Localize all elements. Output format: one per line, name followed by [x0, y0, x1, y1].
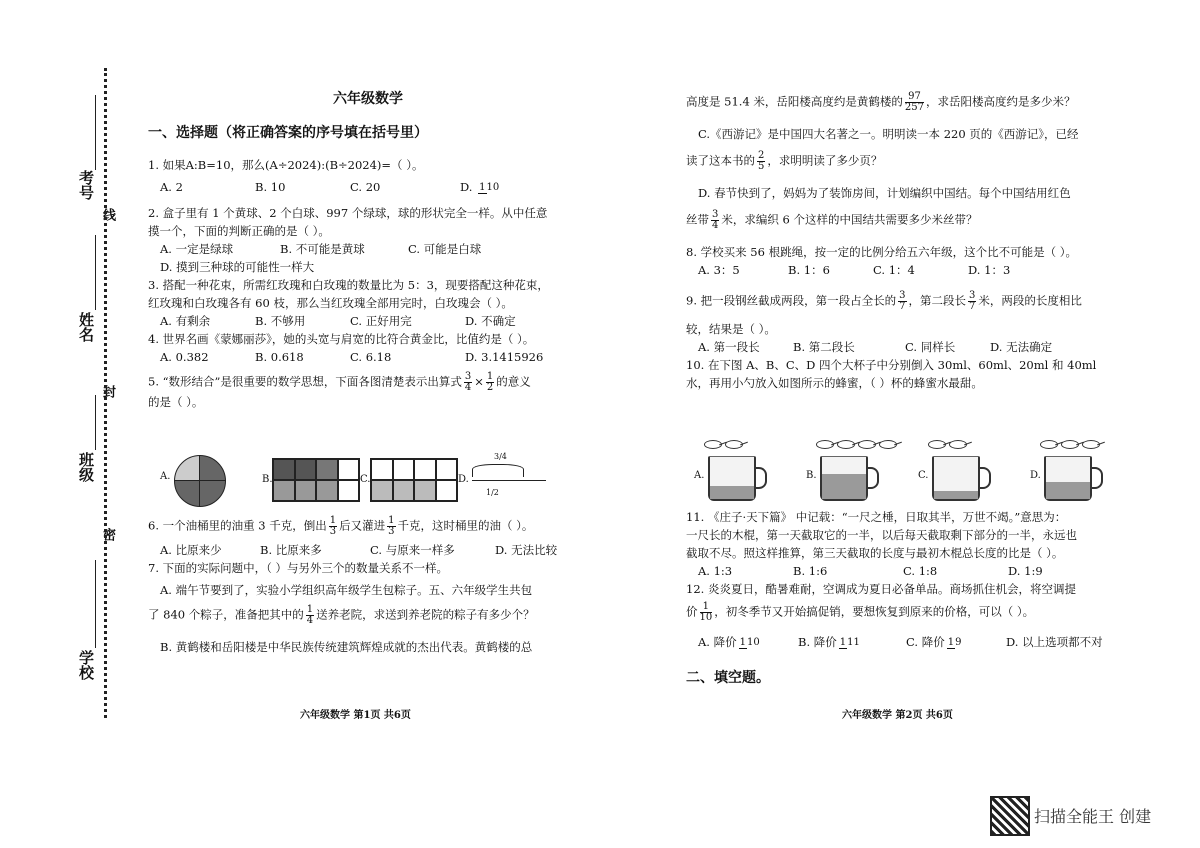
- question-2: 2. 盒子里有 1 个黄球、2 个白球、997 个绿球，球的形状完全一样。从中任意: [148, 206, 548, 220]
- fraction: $\frac{1}{4}$: [306, 604, 314, 626]
- fraction: $\frac{97}{257}$: [904, 91, 925, 113]
- option: B. 10: [255, 180, 286, 194]
- fraction: $\frac{1}{10}$: [699, 601, 713, 623]
- question-7-b-cont: 高度是 51.4 米，岳阳楼高度约是黄鹤楼的 $\frac{97}{257}$ ，求岳阳楼高度约是多少米？: [686, 91, 1076, 113]
- spoon-icon: [879, 440, 897, 449]
- water-level: [1046, 482, 1090, 499]
- secret-char: 密: [100, 528, 115, 541]
- water-level: [934, 491, 978, 499]
- question-8: 8. 学校买来 56 根跳绳，按一定的比例分给五六年级，这个比不可能是（ ）。: [686, 245, 1077, 259]
- spoons: [1040, 434, 1103, 453]
- option: A. 比原来少: [160, 543, 222, 557]
- cup-group: [1030, 428, 1130, 508]
- left-page-lower: [148, 516, 588, 656]
- option: A. 2: [160, 180, 183, 194]
- left-page-footer: 六年级数学 第1页 共6页: [300, 710, 411, 721]
- class-line: [95, 395, 96, 450]
- option: D. 不确定: [465, 314, 516, 328]
- question-6: 6. 一个油桶里的油重 3 千克，倒出 $\frac{1}{3}$ 后又灌进 $\frac{1}{3}$ 千克，这时桶里的油（ ）。: [148, 515, 534, 537]
- option: D. 无法比较: [495, 543, 558, 557]
- question-7: 7. 下面的实际问题中，（ ）与另外三个的数量关系不一样。: [148, 561, 449, 575]
- spoon-icon: [837, 440, 855, 449]
- option: B. 降价 111: [798, 635, 860, 649]
- question-7-a-line2: 了 840 个粽子，准备把其中的 $\frac{1}{4}$ 送养老院，求送到养老院的粽子有多少个？: [148, 604, 535, 626]
- question-1-options: [160, 178, 588, 196]
- question-9-line2: 较，结果是（ ）。: [686, 322, 776, 336]
- option: C. 与原来一样多: [370, 543, 455, 557]
- qr-code-icon: [990, 796, 1030, 836]
- option: C. 正好用完: [350, 314, 412, 328]
- question-7-c-line2: 读了这本书的 $\frac{2}{5}$ ，求明明读了多少页？: [686, 150, 883, 172]
- option: B. 1:6: [793, 564, 828, 578]
- question-10-line2: 水，再用小勺放入如图所示的蜂蜜，（ ）杯的蜂蜜水最甜。: [686, 376, 983, 390]
- question-3-line2: 红玫瑰和白玫瑰各有 60 枝，那么当红玫瑰全部用完时，白玫瑰会（ ）。: [148, 296, 513, 310]
- question-9-options: [698, 338, 1126, 356]
- section-choice-title: 一、选择题（将正确答案的序号填在括号里）: [148, 125, 428, 141]
- spoons: [704, 434, 746, 453]
- option: C. 1：4: [873, 263, 915, 277]
- fraction: $\frac{1}{2}$: [486, 371, 494, 393]
- question-7-a: A. 端午节要到了，实验小学组织高年级学生包粽子。五、六年级学生共包: [160, 583, 533, 597]
- option: D. 1：3: [968, 263, 1011, 277]
- fraction: $\frac{1}{3}$: [329, 515, 337, 537]
- cup-group: [806, 428, 906, 508]
- fraction: $\frac{3}{4}$: [712, 209, 719, 231]
- option: D. 无法确定: [990, 340, 1053, 354]
- school-line: [95, 560, 96, 648]
- question-7-c: C.《西游记》是中国四大名著之一。明明读一本 220 页的《西游记》，已经: [698, 127, 1079, 141]
- option: A. 有剩余: [160, 314, 211, 328]
- pie-figure: [174, 455, 226, 507]
- question-3: 3. 搭配一种花束，所需红玫瑰和白玫瑰的数量比为 5：3，现要搭配这种花束，: [148, 278, 549, 292]
- spoons: [816, 434, 900, 453]
- page-title: 六年级数学: [333, 91, 403, 107]
- fraction: 110: [479, 181, 500, 193]
- question-11-options: [698, 562, 1136, 580]
- exam-number-line: [95, 95, 96, 170]
- option: D. 3.1415926: [465, 350, 544, 364]
- question-8-options: [698, 261, 1126, 279]
- question-12: 12. 炎炎夏日，酷暑难耐，空调成为夏日必备单品。商场抓住机会，将空调提: [686, 582, 1076, 596]
- option: C. 可能是白球: [408, 242, 482, 256]
- fraction: $\frac{3}{4}$: [464, 371, 472, 393]
- fraction: $\frac{3}{7}$: [899, 290, 906, 312]
- class-label: 班级: [77, 452, 95, 482]
- question-5: 5. “数形结合”是很重要的数学思想，下面各图清楚表示出算式 $\frac{3}{4}$ × $\frac{1}{2}$ 的意义: [148, 371, 531, 393]
- seal-line-char: 线: [100, 208, 115, 221]
- question-2-option-d: D. 摸到三种球的可能性一样大: [160, 260, 315, 274]
- left-page: [148, 90, 588, 411]
- spoon-icon: [1082, 440, 1100, 449]
- name-line: [95, 235, 96, 310]
- spoon-icon: [725, 440, 743, 449]
- cup-label: B.: [806, 470, 817, 481]
- section-fill-title: 二、填空题。: [686, 670, 770, 686]
- option: A. 降价 110: [698, 635, 760, 649]
- question-11-line3: 截取不尽。照这样推算，第三天截取的长度与最初木棍总长度的比是（ ）。: [686, 546, 1064, 560]
- fraction: $\frac{1}{3}$: [388, 515, 395, 537]
- question-6-options: [160, 541, 588, 559]
- option: B. 比原来多: [260, 543, 322, 557]
- option: D. 1:9: [1008, 564, 1043, 578]
- fraction: $\frac{2}{5}$: [758, 150, 765, 172]
- cup-label: D.: [1030, 470, 1041, 481]
- school-label: 学校: [77, 650, 95, 680]
- cup-icon: [932, 456, 980, 501]
- option: C. 同样长: [905, 340, 956, 354]
- water-level: [822, 474, 866, 499]
- option: C. 1:8: [903, 564, 938, 578]
- binding-dotted-line: [104, 68, 107, 718]
- cup-icon: [1044, 456, 1092, 501]
- option: C. 6.18: [350, 350, 392, 364]
- cup-group: [918, 428, 1018, 508]
- right-page: [686, 92, 1126, 392]
- spoon-icon: [1061, 440, 1079, 449]
- cup-icon: [708, 456, 756, 501]
- water-level: [710, 486, 754, 499]
- spoon-icon: [858, 440, 876, 449]
- question-7-d: D. 春节快到了，妈妈为了装饰房间，计划编织中国结。每个中国结用红色: [698, 186, 1071, 200]
- name-label: 姓名: [77, 312, 95, 342]
- question-12-line2: 价 $\frac{1}{10}$ ，初冬季节又开始搞促销，要想恢复到原来的价格，可以（ ）。: [686, 601, 1035, 623]
- spoon-icon: [949, 440, 967, 449]
- exam-number-label: 考号: [77, 170, 95, 200]
- cup-icon: [820, 456, 868, 501]
- option: A. 0.382: [160, 350, 209, 364]
- question-7-d-line2: 丝带 $\frac{3}{4}$ 米，求编织 6 个这样的中国结共需要多少米丝带？: [686, 209, 978, 231]
- option: A. 第一段长: [698, 340, 760, 354]
- question-2-line2: 摸一个，下面的判断正确的是（ ）。: [148, 224, 330, 238]
- question-4: 4. 世界名画《蒙娜丽莎》，她的头宽与肩宽的比符合黄金比，比值约是（ ）。: [148, 332, 535, 346]
- option: A. 一定是绿球: [160, 242, 234, 256]
- cup-label: C.: [918, 470, 929, 481]
- fraction: $\frac{3}{7}$: [969, 290, 976, 312]
- question-7-b: B. 黄鹤楼和岳阳楼是中华民族传统建筑辉煌成就的杰出代表。黄鹤楼的总: [160, 640, 533, 654]
- option: A. 3：5: [698, 263, 740, 277]
- question-9: 9. 把一段钢丝截成两段，第一段占全长的 $\frac{3}{7}$ ，第二段长 $\frac{3}{7}$ 米，两段的长度相比: [686, 290, 1082, 312]
- option: B. 1：6: [788, 263, 830, 277]
- question-3-options: [160, 312, 588, 330]
- question-10-cups: [686, 428, 1126, 508]
- cup-label: A.: [694, 470, 705, 481]
- cup-group: [694, 428, 794, 508]
- option: C. 降价 19: [906, 635, 962, 649]
- spoons: [928, 434, 970, 453]
- question-5-line2: 的是（ ）。: [148, 395, 204, 409]
- option: D. 110: [460, 180, 500, 194]
- right-page-footer: 六年级数学 第2页 共6页: [842, 710, 953, 721]
- option: B. 0.618: [255, 350, 304, 364]
- option: D. 以上选项都不对: [1006, 635, 1103, 649]
- seal-char: 封: [100, 385, 115, 398]
- question-1: 1. 如果A:B=10，那么(A÷2024):(B÷2024)=（ ）。: [148, 158, 424, 172]
- right-page-lower: [686, 508, 1136, 687]
- question-11: 11. 《庄子·天下篇》 中记载：“一尺之棰，日取其半，万世不竭。”意思为：: [686, 510, 1067, 524]
- spoon-icon: [704, 440, 722, 449]
- scanner-watermark: 扫描全能王 创建: [1034, 807, 1152, 826]
- question-2-options: [160, 240, 588, 258]
- spoon-icon: [928, 440, 946, 449]
- question-4-options: [160, 348, 588, 366]
- question-12-options: [698, 633, 1136, 651]
- question-11-line2: 一尺长的木棍，第一天截取它的一半，以后每天截取剩下部分的一半，永远也: [686, 528, 1077, 542]
- option: C. 20: [350, 180, 381, 194]
- option: B. 不够用: [255, 314, 306, 328]
- option: B. 不可能是黄球: [280, 242, 365, 256]
- spoon-icon: [816, 440, 834, 449]
- spoon-icon: [1040, 440, 1058, 449]
- option: A. 1:3: [698, 564, 733, 578]
- option: B. 第二段长: [793, 340, 855, 354]
- question-10: 10. 在下图 A、B、C、D 四个大杯子中分别倒入 30ml、60ml、20ml 和 40ml: [686, 358, 1097, 372]
